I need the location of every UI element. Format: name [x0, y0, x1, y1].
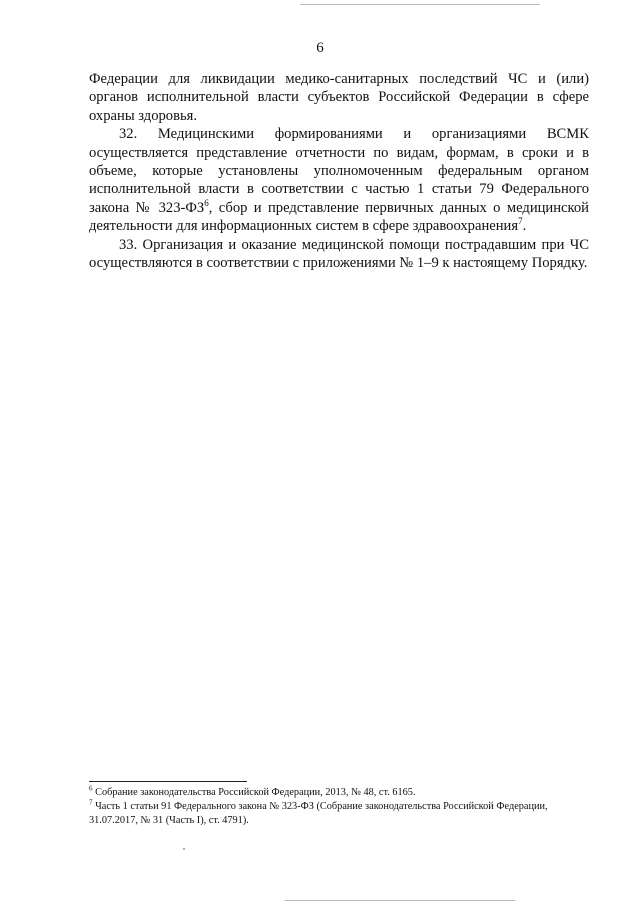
footnote-7-mark: 7	[89, 798, 93, 807]
paragraph-32-part-a: 32. Медицинскими формированиями и организациями ВСМК осуществляется представление отчетности по видам, формам, в сроки и в объеме, которые установлены уполномоченным федеральным органом исполнительной власти в соответствии с частью 1 статьи 79 Федерального закона № 323-ФЗ	[89, 126, 589, 216]
footnote-ref-7: 7	[518, 216, 523, 227]
scan-edge-bottom	[285, 900, 515, 901]
body-text	[89, 70, 589, 272]
paragraph-32-part-c: .	[522, 218, 527, 235]
paragraph-33: 33. Организация и оказание медицинской помощи пострадавшим при ЧС осуществляются в соответствии с приложениями № 1–9 к настоящему Порядку.	[89, 236, 589, 272]
paragraph-32	[89, 125, 589, 235]
footnote-6-mark: 6	[89, 784, 93, 793]
scan-speck	[183, 848, 185, 850]
paragraph-1: Федерации для ликвидации медико-санитарных последствий ЧС и (или) органов исполнительной власти субъектов Российской Федерации в сфере охраны здоровья.	[89, 71, 589, 124]
footnote-6	[89, 786, 589, 800]
footnote-separator	[89, 781, 247, 782]
footnote-7-text: Часть 1 статьи 91 Федерального закона № 323-ФЗ (Собрание законодательства Российской Федерации, 31.07.2017, № 31 (Часть I), ст. 4791).	[89, 801, 548, 827]
scan-edge-top	[300, 4, 540, 5]
footnotes	[89, 786, 589, 829]
paragraph-32-part-b: , сбор и представление первичных данных о медицинской деятельности для информационных систем в сфере здравоохранения	[89, 199, 589, 235]
footnote-7	[89, 800, 589, 828]
footnote-ref-6: 6	[204, 197, 209, 208]
page-number: 6	[316, 40, 324, 56]
footnote-6-text: Собрание законодательства Российской Федерации, 2013, № 48, ст. 6165.	[92, 787, 416, 798]
